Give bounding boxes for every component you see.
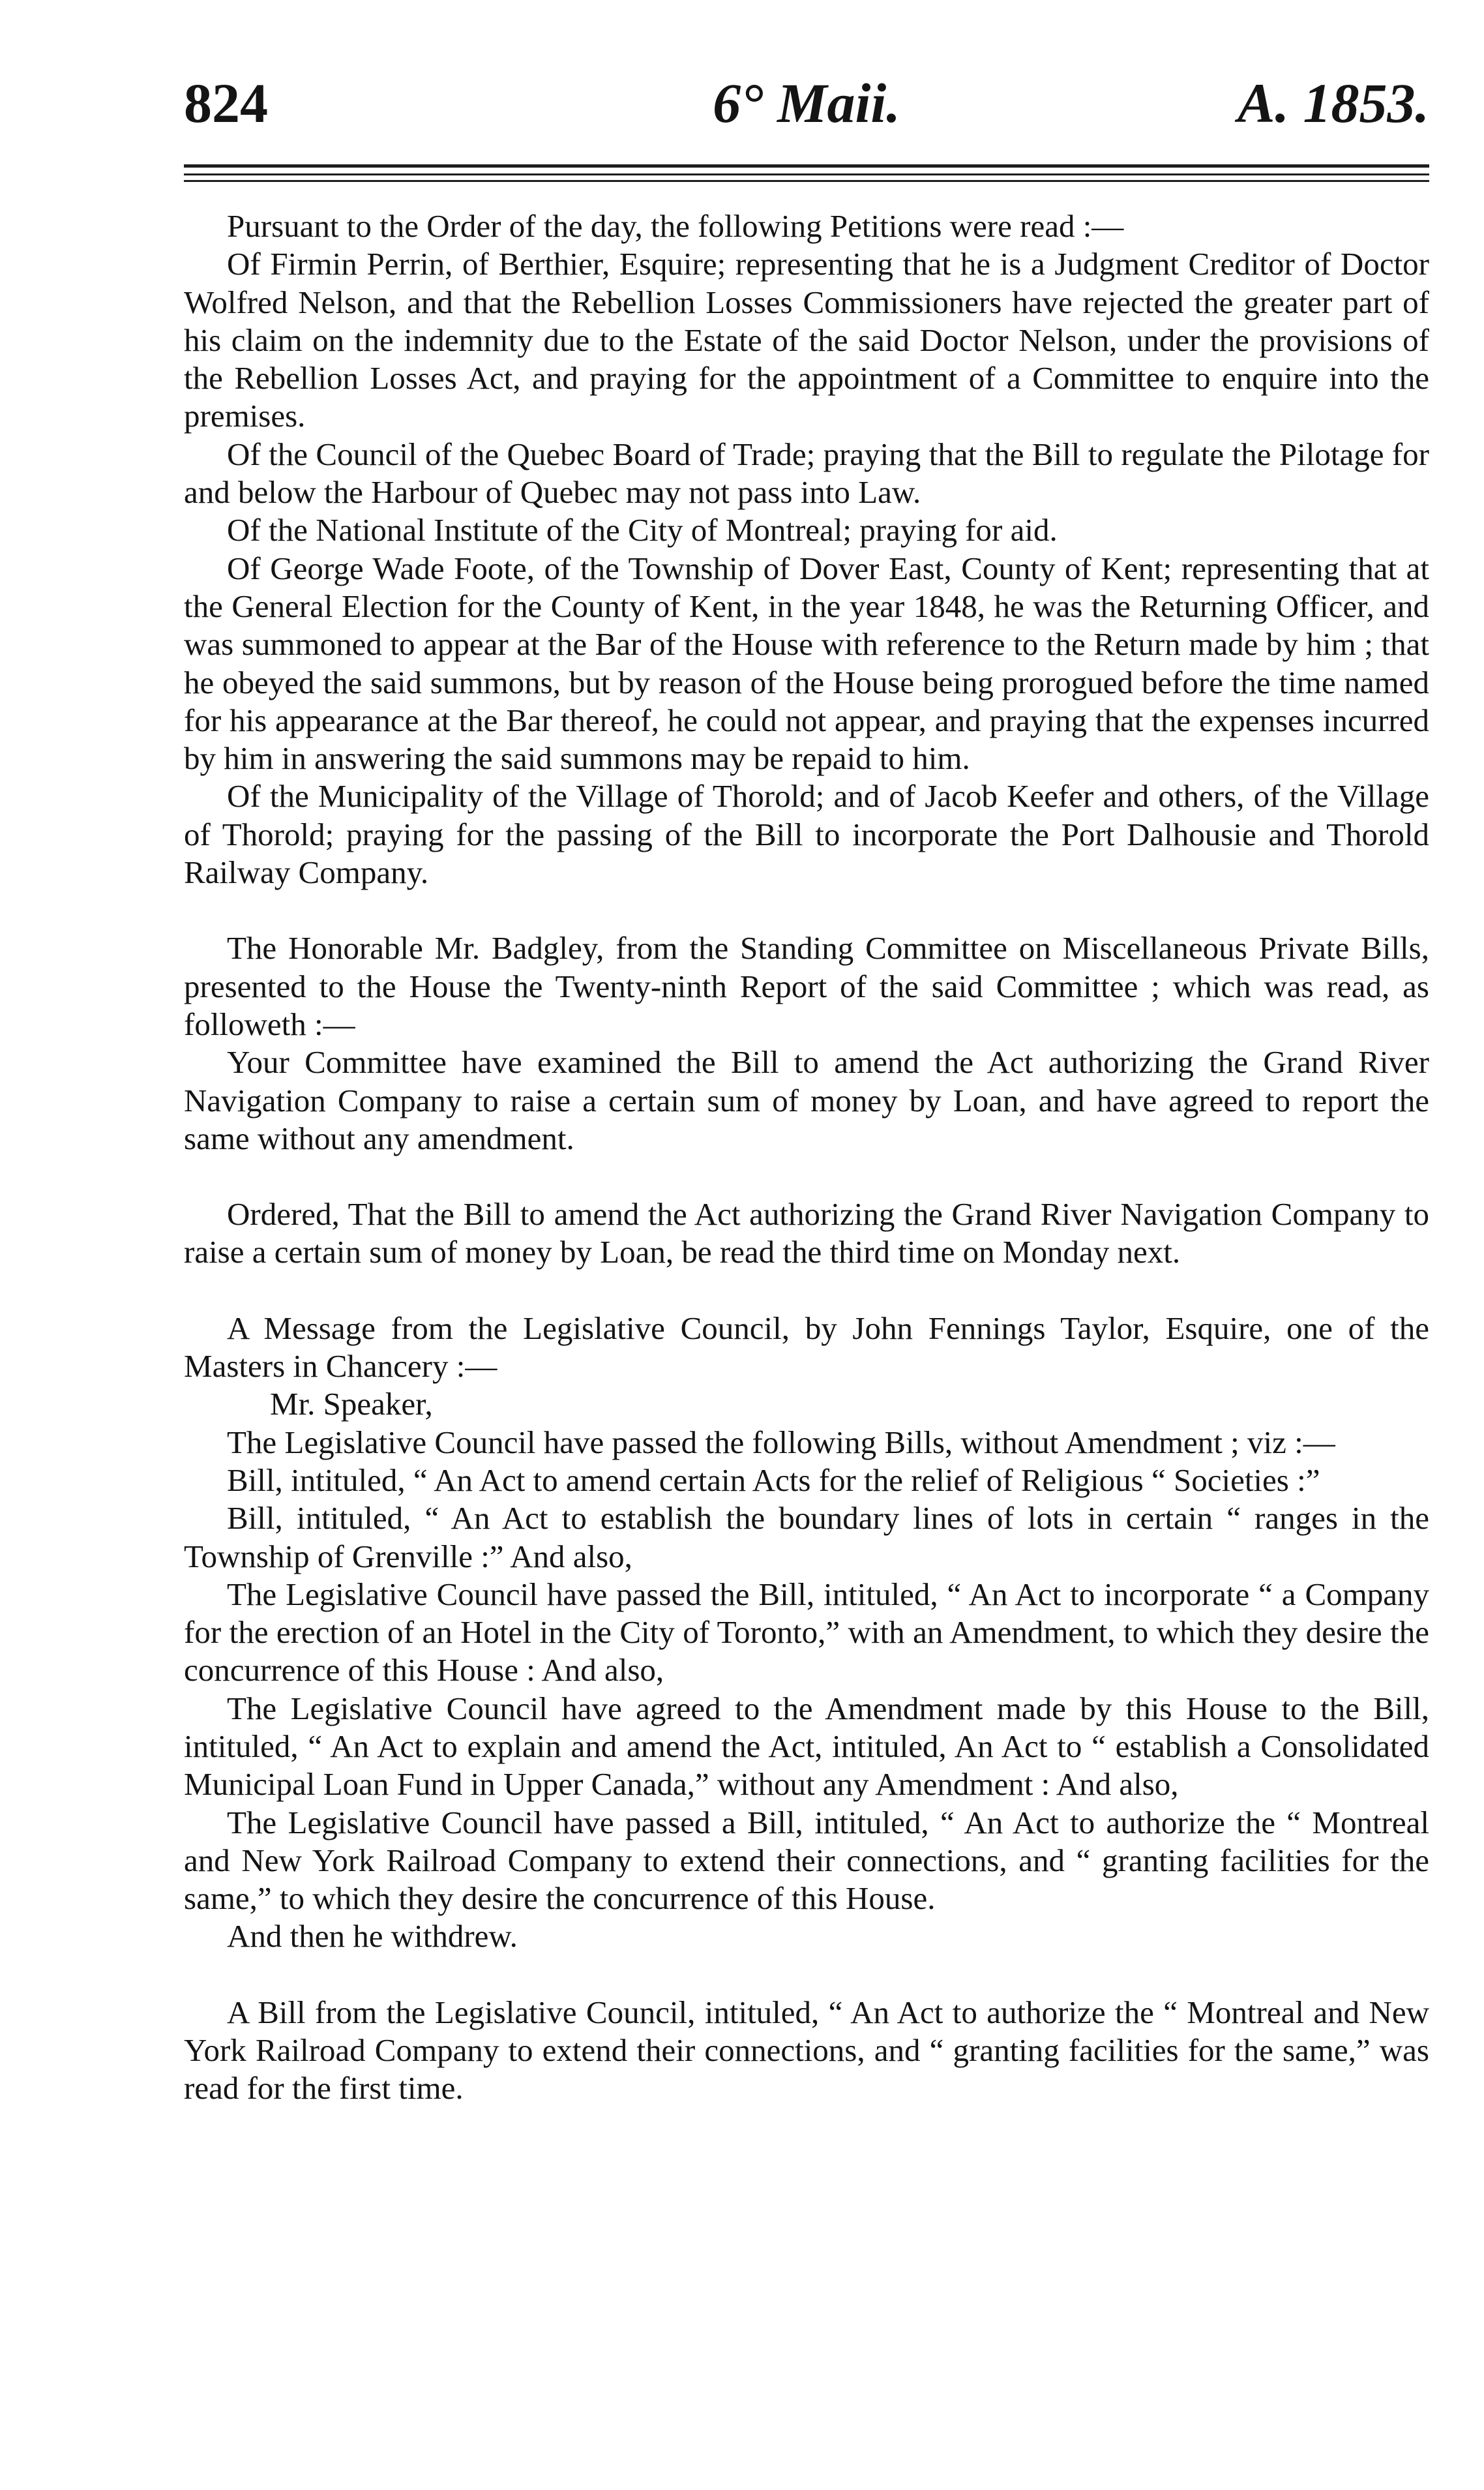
- message-bill-religious-societies: Bill, intituled, “ An Act to amend certain Acts for the relief of Religious “ Societies :”: [227, 1462, 1320, 1498]
- page-date: 6° Maii.: [713, 72, 900, 134]
- order-third-reading: Ordered, That the Bill to amend the Act authorizing the Grand River Navigation Company to raise a certain sum of money by Loan, be read the third time on Monday next.: [184, 1196, 1429, 1270]
- message-bills-passed: The Legislative Council have passed the following Bills, without Amendment ; viz :—: [227, 1424, 1335, 1460]
- header-rule-thin: [184, 173, 1429, 175]
- petition-foote: Of George Wade Foote, of the Township of Dover East, County of Kent; representing that at the General Election for the County of Kent, in the year 1848, he was the Returning Officer, and was summoned to appear at the Bar of the House with reference to the Return made by him ; that he obeyed the said summons, but by reason of the House being prorogued before the time named for his appearance at the Bar thereof, he could not appear, and praying that the expenses incurred by him in answering the said summons may be repaid to him.: [184, 550, 1429, 777]
- petitions-intro: Pursuant to the Order of the day, the following Petitions were read :—: [227, 208, 1124, 244]
- page-number: 824: [184, 72, 268, 134]
- message-bill-toronto-hotel: The Legislative Council have passed the Bill, intituled, “ An Act to incorporate “ a Company for the erection of an Hotel in the City of Toronto,” with an Amendment, to which they desire the concurrence of this House : And also,: [184, 1576, 1429, 1688]
- message-bill-grenville: Bill, intituled, “ An Act to establish the boundary lines of lots in certain “ ranges in the Township of Grenville :” And also,: [184, 1500, 1429, 1574]
- header-rule-thick: [184, 164, 1429, 168]
- petition-thorold: Of the Municipality of the Village of Thorold; and of Jacob Keefer and others, of the Village of Thorold; praying for the passing of the Bill to incorporate the Port Dalhousie and Thorold Railway Company.: [184, 778, 1429, 891]
- page-year: A. 1853.: [1238, 72, 1429, 134]
- message-salutation: Mr. Speaker,: [270, 1386, 433, 1422]
- header-rule-thin-lower: [184, 180, 1429, 182]
- petition-national-institute: Of the National Institute of the City of Montreal; praying for aid.: [227, 512, 1058, 548]
- committee-report-intro: The Honorable Mr. Badgley, from the Standing Committee on Miscellaneous Private Bills, presented to the House the Twenty-ninth Report of the said Committee ; which was read, as followeth :—: [184, 930, 1429, 1042]
- page-header: [184, 70, 1429, 142]
- message-intro: A Message from the Legislative Council, by John Fennings Taylor, Esquire, one of the Masters in Chancery :—: [184, 1310, 1429, 1385]
- petition-quebec-board-of-trade: Of the Council of the Quebec Board of Trade; praying that the Bill to regulate the Pilotage for and below the Harbour of Quebec may not pass into Law.: [184, 436, 1429, 511]
- message-withdrew: And then he withdrew.: [227, 1918, 518, 1955]
- petition-perrin: Of Firmin Perrin, of Berthier, Esquire; representing that he is a Judgment Creditor of Doctor Wolfred Nelson, and that the Rebellion Losses Commissioners have rejected the greater part of his claim on the indemnity due to the Estate of the said Doctor Nelson, under the provisions of the Rebellion Losses Act, and praying for the appointment of a Committee to enquire into the premises.: [184, 246, 1429, 434]
- journal-body: [184, 207, 1429, 2108]
- first-reading-railroad-bill: A Bill from the Legislative Council, intituled, “ An Act to authorize the “ Montreal and New York Railroad Company to extend their connections, and “ granting facilities for the same,” was read for the first time.: [184, 1994, 1429, 2107]
- committee-report-text: Your Committee have examined the Bill to amend the Act authorizing the Grand River Navigation Company to raise a certain sum of money by Loan, and have agreed to report the same without any amendment.: [184, 1044, 1429, 1156]
- message-railroad-bill: The Legislative Council have passed a Bill, intituled, “ An Act to authorize the “ Montreal and New York Railroad Company to extend their connections, and “ granting facilities for the same,” to which they desire the concurrence of this House.: [184, 1804, 1429, 1917]
- message-loan-fund-amendment: The Legislative Council have agreed to the Amendment made by this House to the Bill, intituled, “ An Act to explain and amend the Act, intituled, An Act to “ establish a Consolidated Municipal Loan Fund in Upper Canada,” without any Amendment : And also,: [184, 1690, 1429, 1803]
